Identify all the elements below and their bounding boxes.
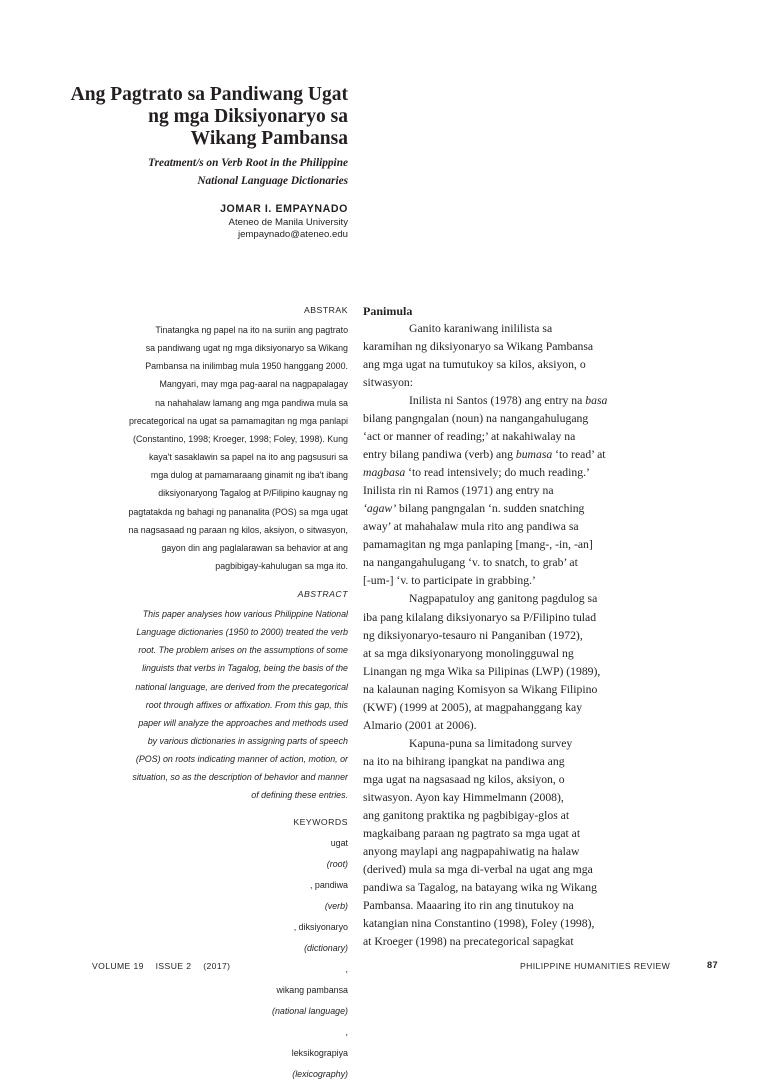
- text-run: pamamagitan ng mga panlaping [mang-, -in, -an]: [363, 538, 593, 552]
- author-email[interactable]: jempaynado@ateneo.edu: [237, 229, 348, 240]
- article-subtitle: [48, 154, 348, 190]
- text-line: pagbibigay-kahulugan sa mga ito.: [215, 561, 348, 572]
- keyword-translation: (national language): [272, 1006, 348, 1017]
- text-run: Nagpapatuloy ang ganitong pagdulog sa: [409, 592, 598, 606]
- year-label: (2017): [203, 961, 231, 971]
- section-heading: Panimula: [363, 304, 413, 318]
- author-name: JOMAR I. EMPAYNADO: [220, 203, 348, 215]
- body-line: [363, 717, 633, 735]
- text-run: mga ugat na nagsasaad ng kilos, aksiyon, o: [363, 772, 565, 786]
- abstrak-section: [98, 304, 348, 575]
- page-number: 87: [707, 960, 719, 970]
- text-run: ng diksiyonaryo-tesauro ni Panganiban (1972),: [363, 628, 583, 642]
- body-line: [363, 825, 633, 843]
- text-line: This paper analyses how various Philippine National: [142, 609, 348, 620]
- body-line: [363, 681, 633, 699]
- body-line: [363, 572, 633, 590]
- text-line: (Constantino, 1998; Kroeger, 1998; Foley, 1998). Kung: [133, 433, 348, 444]
- body-line: [363, 356, 633, 374]
- page-footer: [0, 956, 768, 976]
- text-run: Ganito karaniwang inililista sa: [409, 322, 553, 335]
- text-run: na kalaunan naging Komisyon sa Wikang Filipino: [363, 682, 598, 696]
- keyword: , pandiwa: [310, 880, 348, 891]
- italic-run: basa: [585, 394, 608, 408]
- keyword-translation: (verb): [324, 901, 348, 912]
- text-run: karamihan ng diksiyonaryo sa Wikang Pambansa: [363, 340, 594, 354]
- text-run: bilang pangngalan ‘n. sudden snatching: [396, 502, 585, 516]
- text-line: (POS) on roots indicating manner of action, motion, or: [135, 753, 348, 764]
- text-run: ang mga ugat na tumutukoy sa kilos, aksiyon, o: [363, 358, 586, 372]
- keyword: leksikograpiya: [291, 1048, 348, 1059]
- body-line: [363, 392, 633, 410]
- body-line: [363, 627, 633, 645]
- body-line: [363, 897, 633, 915]
- text-line: precategorical na ugat sa pamamagitan ng mga panlapi: [128, 415, 348, 426]
- text-run: at Kroeger (1998) na precategorical sapagkat: [363, 935, 574, 949]
- body-line: [363, 428, 633, 446]
- issue-info: [92, 961, 239, 971]
- text-run: iba pang kilalang diksiyonaryo sa P/Filipino tulad: [363, 610, 597, 624]
- text-run: at sa mga diksiyonaryong monolingguwal ng: [363, 646, 574, 660]
- text-run: ‘to read intensively; do much reading.’: [405, 466, 590, 480]
- text-run: entry bilang pandiwa (verb) ang: [363, 448, 516, 462]
- body-line: [363, 879, 633, 897]
- text-line: mga dulog at pamamaraang ginamit ng iba't ibang: [150, 470, 348, 481]
- subtitle-line: National Language Dictionaries: [197, 175, 348, 187]
- keyword: ,: [345, 964, 348, 975]
- text-line: na nagsasaad ng paraan ng kilos, aksiyon, o sitwasyon,: [128, 524, 348, 535]
- text-run: anyong maylapi ang nagpapahiwatig na halaw: [363, 844, 580, 858]
- body-line: [363, 915, 633, 933]
- body-line: [363, 500, 633, 518]
- body-line: [363, 933, 633, 951]
- text-line: gayon din ang paglalarawan sa behavior at ang: [161, 542, 348, 553]
- italic-run: bumasa: [515, 448, 553, 462]
- keyword: ugat: [330, 838, 348, 849]
- keyword-line: [98, 1043, 348, 1085]
- title-block: [48, 84, 348, 190]
- author-block: [48, 202, 348, 241]
- text-line: pagtatakda ng bahagi ng pananalita (POS) sa mga ugat: [128, 506, 348, 517]
- body-line: [363, 374, 633, 392]
- text-line: by various dictionaries in assigning parts of speech: [147, 735, 348, 746]
- text-line: situation, so as the description of behavior and manner: [132, 772, 348, 783]
- text-line: na nahahalaw lamang ang mga pandiwa mula sa: [155, 397, 348, 408]
- body-line: [363, 518, 633, 536]
- text-run: Almario (2001 at 2006).: [363, 718, 477, 732]
- text-line: Mangyari, may mga pag-aaral na nagpapalagay: [159, 379, 348, 390]
- issue-label: ISSUE 2: [155, 961, 192, 971]
- text-run: Inilista ni Santos (1978) ang entry na: [409, 394, 586, 408]
- text-run: magkaibang paraan ng pagtrato sa mga ugat at: [363, 826, 581, 840]
- text-line: Tinatangka ng papel na ito na suriin ang pagtrato: [155, 325, 348, 335]
- text-line: sa pandiwang ugat ng mga diksiyonaryo sa Wikang: [145, 343, 348, 354]
- body-line: [363, 554, 633, 572]
- keyword-translation: (lexicography): [292, 1069, 348, 1080]
- text-run: katangian nina Constantino (1998), Foley (1998),: [363, 917, 595, 931]
- text-run: ‘to read’ at: [552, 448, 606, 462]
- body-line: [363, 789, 633, 807]
- body-line: [363, 320, 633, 338]
- body-line: [363, 609, 633, 627]
- text-run: sitwasyon:: [363, 376, 413, 390]
- text-run: Pambansa. Maaaring ito rin ang tinutukoy na: [363, 899, 574, 912]
- body-text: [363, 320, 633, 951]
- italic-run: ‘agaw’: [363, 502, 397, 516]
- body-line: [363, 410, 633, 428]
- body-line: [363, 446, 633, 464]
- body-line: [363, 338, 633, 356]
- subtitle-line: Treatment/s on Verb Root in the Philippine: [148, 157, 348, 169]
- keyword: ,: [345, 1027, 348, 1038]
- body-line: [363, 843, 633, 861]
- author-affiliation: Ateneo de Manila University: [228, 217, 348, 228]
- text-line: of defining these entries.: [251, 790, 348, 801]
- body-line: [363, 753, 633, 771]
- text-run: na nangangahulugang ‘v. to snatch, to grab’ at: [363, 556, 578, 570]
- keyword-translation: (root): [326, 859, 348, 870]
- text-run: Linangan ng mga Wika sa Pilipinas (LWP) (1989),: [363, 664, 601, 678]
- text-run: (derived) mula sa mga di-verbal na ugat ang mga: [363, 862, 593, 876]
- keywords-section: [98, 816, 348, 1085]
- body-line: [363, 645, 633, 663]
- body-line: [363, 771, 633, 789]
- text-line: kaya't sasaklawin sa papel na ito ang pagsusuri sa: [148, 452, 348, 463]
- text-run: bilang pangngalan (noun) na nangangahulugang: [363, 412, 589, 426]
- text-line: root through affixes or affixation. From this gap, this: [145, 699, 348, 710]
- keyword: , diksiyonaryo: [293, 922, 348, 933]
- body-column: [363, 302, 633, 951]
- text-line: paper will analyze the approaches and methods used: [138, 717, 348, 728]
- text-line: linguists that verbs in Tagalog, being the basis of the: [142, 663, 348, 674]
- text-line: national language, are derived from the precategorical: [135, 681, 348, 692]
- text-run: away’ at mahahalaw mula rito ang pandiwa sa: [363, 520, 579, 534]
- body-line: [363, 861, 633, 879]
- text-run: [-um-] ‘v. to participate in grabbing.’: [363, 574, 536, 588]
- title-line: ng mga Diksiyonaryo sa: [148, 106, 348, 127]
- text-run: ‘act or manner of reading;’ at nakahiwalay na: [363, 430, 576, 444]
- keyword-line: [98, 980, 348, 1043]
- body-line: [363, 536, 633, 554]
- keyword-translation: (dictionary): [304, 943, 348, 954]
- abstract-text: [98, 605, 348, 804]
- text-run: pandiwa sa Tagalog, na batayang wika ng Wikang: [363, 880, 597, 894]
- text-run: ang ganitong praktika ng pagbibigay-glos at: [363, 808, 570, 822]
- keywords-heading: KEYWORDS: [293, 817, 348, 828]
- body-line: [363, 807, 633, 825]
- italic-run: magbasa: [363, 466, 406, 480]
- text-run: (KWF) (1999 at 2005), at magpahanggang kay: [363, 700, 583, 714]
- volume-label: VOLUME 19: [92, 961, 144, 971]
- body-line: [363, 590, 633, 608]
- text-line: root. The problem arises on the assumptions of some: [138, 645, 348, 656]
- body-line: [363, 735, 633, 753]
- text-run: Kapuna-puna sa limitadong survey: [409, 736, 573, 750]
- body-line: [363, 482, 633, 500]
- text-line: Pambansa na inilimbag mula 1950 hanggang 2000.: [145, 361, 348, 372]
- body-line: [363, 464, 633, 482]
- text-run: Inilista rin ni Ramos (1971) ang entry na: [363, 484, 554, 498]
- body-line: [363, 699, 633, 717]
- abstract-heading: ABSTRACT: [297, 589, 348, 600]
- abstract-section: [98, 588, 348, 804]
- title-line: Ang Pagtrato sa Pandiwang Ugat: [70, 84, 348, 105]
- abstrak-text: [98, 321, 348, 575]
- keyword: wikang pambansa: [276, 985, 348, 996]
- article-title: [48, 84, 348, 150]
- body-line: [363, 663, 633, 681]
- text-run: na ito na bihirang ipangkat na pandiwa ang: [363, 754, 565, 768]
- journal-name: PHILIPPINE HUMANITIES REVIEW: [520, 961, 671, 971]
- title-line: Wikang Pambansa: [190, 128, 348, 149]
- abstrak-heading: ABSTRAK: [303, 305, 348, 315]
- text-line: diksiyonaryong Tagalog at P/Filipino kaugnay ng: [158, 488, 348, 499]
- text-line: Language dictionaries (1950 to 2000) treated the verb: [136, 627, 348, 638]
- text-run: sitwasyon. Ayon kay Himmelmann (2008),: [363, 790, 564, 804]
